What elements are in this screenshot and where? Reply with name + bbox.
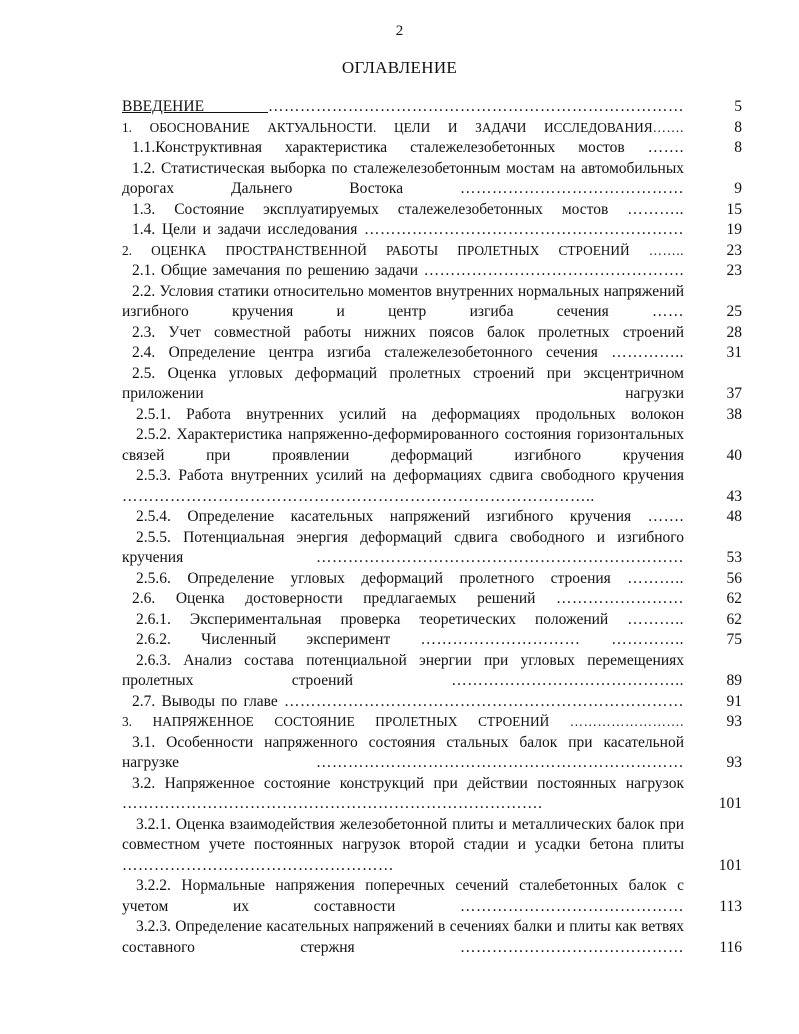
toc-entry-text bbox=[122, 343, 684, 364]
toc-entry-title: 3. НАПРЯЖЕННОЕ СОСТОЯНИЕ ПРОЛЕТНЫХ СТРОЕНИЙ bbox=[122, 714, 570, 729]
toc-entry-leader-dots: ……. bbox=[647, 139, 684, 156]
toc-entry-text bbox=[122, 774, 684, 815]
toc-entry-leader-dots: …………………………………… bbox=[460, 938, 684, 956]
toc-entry-text bbox=[122, 589, 684, 610]
toc-entry-title: 1.4. Цели и задачи исследования bbox=[132, 221, 364, 238]
toc-entry-text bbox=[122, 466, 684, 507]
toc-entry-text bbox=[122, 282, 684, 323]
toc-entry-title: 2.7. Выводы по главе bbox=[132, 692, 284, 710]
toc-entry-page: 91 bbox=[726, 692, 742, 710]
toc-entry-text bbox=[122, 815, 684, 877]
toc-entry-leader-dots: …………………………………………………………… bbox=[316, 549, 684, 566]
toc-entry bbox=[122, 507, 742, 528]
toc-entry-text bbox=[122, 692, 684, 713]
toc-entry-page: 101 bbox=[718, 795, 742, 812]
toc-entry bbox=[122, 425, 742, 466]
toc-entry-leader-dots: …………………………………………………………………… bbox=[268, 98, 684, 115]
toc-entry-leader-dots: ……. bbox=[647, 508, 684, 525]
toc-entry-text bbox=[122, 610, 684, 631]
toc-entry-page: 56 bbox=[726, 569, 742, 587]
toc-entry-title: 3.2.2. Нормальные напряжения поперечных сечений сталебетонных балок с учетом их составности bbox=[122, 877, 684, 915]
toc-entry-title: 2.5.2. Характеристика напряженно-деформированного состояния горизонтальных связей при проявлении деформаций изгибного кручения bbox=[122, 426, 684, 464]
toc-entry-title: 2.5.5. Потенциальная энергия деформаций сдвига свободного и изгибного кручения bbox=[122, 528, 684, 566]
toc-entry-title: 2.5.4. Определение касательных напряжений изгибного кручения bbox=[136, 508, 648, 525]
toc-entry-text bbox=[122, 241, 684, 262]
toc-entry-leader-dots: …………………………………………………………………………….. bbox=[122, 487, 595, 505]
toc-entry-leader-dots: …………………………………………. bbox=[423, 262, 684, 279]
toc-entry-leader-dots: ……………………. bbox=[569, 714, 684, 729]
toc-entry-text bbox=[122, 917, 684, 958]
toc-entry bbox=[122, 692, 742, 713]
toc-entry-text bbox=[122, 528, 684, 569]
toc-entry-page: 48 bbox=[726, 508, 742, 525]
toc-entry bbox=[122, 138, 742, 159]
toc-entry-title: 2.2. Условия статики относительно моментов внутренних нормальных напряжений изгибного кручения и центр изгиба сечения bbox=[122, 282, 684, 320]
toc-entry bbox=[122, 118, 742, 139]
toc-entry-text bbox=[122, 159, 684, 200]
toc-entry-leader-dots: …………………………………………………… bbox=[364, 221, 684, 238]
toc-entry-title: 2.4. Определение центра изгиба сталежелезобетонного сечения bbox=[132, 344, 612, 361]
toc-entry bbox=[122, 589, 742, 610]
toc-entry-page: 113 bbox=[719, 897, 742, 915]
toc-entry-page: 62 bbox=[726, 590, 742, 607]
toc-entry-page: 8 bbox=[734, 118, 742, 136]
toc-entry-text bbox=[122, 220, 684, 241]
toc-entry-page: 43 bbox=[726, 487, 742, 505]
toc-entry-title: 2.5.3. Работа внутренних усилий на деформациях сдвига свободного кручения bbox=[136, 467, 684, 484]
toc-entry-text bbox=[122, 323, 684, 344]
toc-entry-page: 116 bbox=[719, 938, 742, 956]
toc-entry-text bbox=[122, 712, 684, 733]
toc-entry-text bbox=[122, 630, 684, 651]
toc-entry-page: 9 bbox=[734, 180, 742, 197]
toc-entry-text bbox=[122, 425, 684, 466]
toc-entry-title: 3.2.3. Определение касательных напряжений в сечениях балки и плиты как ветвях составного стержня bbox=[122, 918, 684, 956]
table-of-contents bbox=[122, 97, 742, 958]
toc-entry-text bbox=[122, 97, 684, 118]
toc-entry-text bbox=[122, 118, 684, 139]
toc-entry-text bbox=[122, 651, 684, 692]
toc-entry-page: 89 bbox=[726, 672, 742, 689]
toc-entry bbox=[122, 241, 742, 262]
toc-entry-title: 2.6.3. Анализ состава потенциальной энергии при угловых перемещениях пролетных строений bbox=[122, 651, 684, 689]
toc-entry bbox=[122, 569, 742, 590]
toc-entry-leader-dots: …… bbox=[652, 303, 684, 320]
toc-entry bbox=[122, 630, 742, 651]
toc-entry-page: 101 bbox=[718, 856, 742, 874]
toc-entry bbox=[122, 364, 742, 405]
toc-entry-leader-dots: ……………………………………………………………………. bbox=[122, 795, 543, 812]
toc-title: ОГЛАВЛЕНИЕ bbox=[341, 58, 458, 77]
toc-entry-leader-dots: …………………………………… bbox=[460, 897, 684, 915]
toc-entry-leader-dots: …………………… bbox=[556, 590, 684, 607]
page-number: 2 bbox=[395, 23, 404, 39]
toc-entry-title: 2.5.6. Определение угловых деформаций пролетного строения bbox=[136, 569, 628, 587]
toc-entry-text bbox=[122, 507, 684, 528]
toc-entry bbox=[122, 528, 742, 569]
toc-entry-title: 1.3. Состояние эксплуатируемых сталежелезобетонных мостов bbox=[132, 200, 628, 218]
toc-entry-leader-dots: ……….. bbox=[627, 610, 684, 628]
toc-entry-leader-dots: ……….. bbox=[627, 569, 684, 587]
toc-entry-title: ВВЕДЕНИЕ bbox=[122, 98, 268, 115]
toc-entry-title: 2.3. Учет совместной работы нижних поясов балок пролетных строений bbox=[132, 323, 684, 341]
toc-entry-page: 25 bbox=[726, 303, 742, 320]
toc-entry-page: 93 bbox=[726, 754, 742, 771]
toc-entry-page: 23 bbox=[726, 262, 742, 279]
toc-entry-page: 62 bbox=[726, 610, 742, 628]
toc-entry bbox=[122, 466, 742, 507]
toc-entry bbox=[122, 323, 742, 344]
toc-entry-leader-dots: …………………………………… bbox=[460, 180, 684, 197]
toc-entry bbox=[122, 651, 742, 692]
toc-entry-text bbox=[122, 138, 684, 159]
toc-entry-page: 28 bbox=[726, 323, 742, 341]
toc-entry bbox=[122, 261, 742, 282]
toc-entry-title: 2.5.1. Работа внутренних усилий на деформациях продольных волокон bbox=[136, 405, 684, 423]
toc-entry-page: 53 bbox=[726, 549, 742, 566]
toc-entry-title: 1.1.Конструктивная характеристика сталежелезобетонных мостов bbox=[132, 139, 648, 156]
toc-entry-page: 19 bbox=[726, 221, 742, 238]
toc-entry-title: 3.2. Напряженное состояние конструкций при действии постоянных нагрузок bbox=[132, 774, 684, 792]
toc-entry-title: 2.6.1. Экспериментальная проверка теоретических положений bbox=[136, 610, 628, 628]
toc-entry bbox=[122, 405, 742, 426]
toc-entry-leader-dots: …….. bbox=[648, 242, 684, 258]
toc-entry bbox=[122, 610, 742, 631]
toc-entry-leader-dots: ………………………………………………………………… bbox=[284, 692, 684, 710]
toc-entry bbox=[122, 343, 742, 364]
toc-entry bbox=[122, 97, 742, 118]
toc-entry-text bbox=[122, 733, 684, 774]
toc-entry bbox=[122, 876, 742, 917]
toc-entry-leader-dots: ……….. bbox=[627, 200, 684, 218]
toc-entry bbox=[122, 815, 742, 877]
toc-entry bbox=[122, 282, 742, 323]
toc-entry-title: 1. ОБОСНОВАНИЕ АКТУАЛЬНОСТИ. ЦЕЛИ И ЗАДАЧИ ИССЛЕДОВАНИЯ bbox=[122, 119, 653, 135]
toc-entry-title: 2.6.2. Численный эксперимент bbox=[136, 631, 421, 648]
toc-entry-title: 2.1. Общие замечания по решению задачи bbox=[132, 262, 424, 279]
toc-entry-page: 93 bbox=[726, 713, 742, 730]
toc-entry-page: 23 bbox=[726, 241, 742, 259]
toc-entry-title: 1.2. Статистическая выборка по сталежелезобетонным мостам на автомобильных дорогах Дальнего Востока bbox=[122, 159, 684, 197]
toc-entry bbox=[122, 712, 742, 733]
toc-entry bbox=[122, 733, 742, 774]
toc-entry-leader-dots: …………………………………………………………… bbox=[316, 754, 684, 771]
toc-entry-page: 37 bbox=[726, 385, 742, 402]
toc-entry-page: 40 bbox=[726, 446, 742, 464]
toc-entry-page: 75 bbox=[726, 631, 742, 648]
toc-entry-text bbox=[122, 200, 684, 221]
toc-entry-title: 2.5. Оценка угловых деформаций пролетных строений при эксцентричном приложении нагрузки bbox=[122, 364, 684, 402]
toc-entry-leader-dots: ………………………… ………….. bbox=[420, 631, 684, 648]
toc-entry-text bbox=[122, 569, 684, 590]
toc-entry-page: 5 bbox=[734, 98, 742, 115]
toc-entry bbox=[122, 917, 742, 958]
toc-entry-leader-dots: ……. bbox=[652, 119, 684, 135]
toc-entry-page: 15 bbox=[726, 200, 742, 218]
toc-entry-page: 31 bbox=[726, 344, 742, 361]
toc-entry-leader-dots: ………….. bbox=[611, 344, 684, 361]
toc-entry-text bbox=[122, 261, 684, 282]
toc-entry bbox=[122, 200, 742, 221]
toc-entry bbox=[122, 159, 742, 200]
toc-entry-title: 3.2.1. Оценка взаимодействия железобетонной плиты и металлических балок при совместном учете постоянных нагрузок второй стадии и усадки бетона плиты bbox=[122, 815, 684, 853]
toc-entry bbox=[122, 774, 742, 815]
toc-entry-title: 2. ОЦЕНКА ПРОСТРАНСТВЕННОЙ РАБОТЫ ПРОЛЕТНЫХ СТРОЕНИЙ bbox=[122, 242, 649, 258]
toc-entry-leader-dots: …………………………………………… bbox=[122, 856, 394, 874]
toc-entry-leader-dots: …………………………………….. bbox=[451, 672, 684, 689]
toc-entry-title: 2.6. Оценка достоверности предлагаемых решений bbox=[132, 590, 556, 607]
toc-entry-page: 8 bbox=[734, 139, 742, 156]
toc-entry bbox=[122, 220, 742, 241]
toc-entry-page: 38 bbox=[726, 405, 742, 423]
toc-entry-title: 3.1. Особенности напряженного состояния стальных балок при касательной нагрузке bbox=[122, 733, 684, 771]
toc-entry-text bbox=[122, 876, 684, 917]
toc-entry-text bbox=[122, 405, 684, 426]
toc-entry-text bbox=[122, 364, 684, 405]
